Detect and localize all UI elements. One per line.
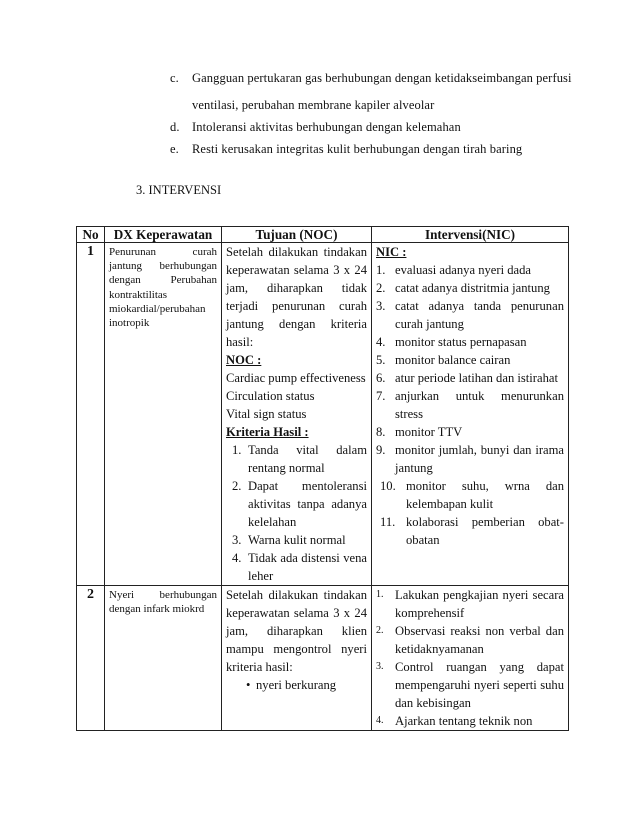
header-dx: DX Keperawatan: [105, 227, 222, 243]
list-text: Resti kerusakan integritas kulit berhubungan dengan tirah baring: [192, 142, 523, 156]
list-item: 1. Lakukan pengkajian nyeri secara komprehensif: [376, 588, 564, 620]
list-item: 8. monitor TTV: [376, 425, 463, 439]
noc-label: NOC :: [226, 353, 262, 367]
list-text: Intoleransi aktivitas berhubungan dengan kelemahan: [192, 120, 461, 134]
row-number: 1: [77, 243, 105, 586]
list-item: 7. anjurkan untuk menurunkan stress: [376, 389, 564, 421]
list-item: 6. atur periode latihan dan istirahat: [376, 371, 558, 385]
diagnosis-cell: Nyeri berhubungan dengan infark miokrd: [105, 586, 222, 731]
nic-list: [376, 261, 564, 549]
header-intervensi: Intervensi(NIC): [372, 227, 569, 243]
list-item-c: [170, 70, 572, 86]
noc-item: Cardiac pump effectiveness: [226, 371, 366, 385]
table-row: [77, 586, 569, 731]
bullet-icon: •: [246, 678, 251, 692]
list-item: 10. monitor suhu, wrna dan kelembapan kulit: [380, 479, 564, 511]
diagnosis-cell: Penurunan curah jantung berhubungan dengan Perubahan kontraktilitas miokardial/perubahan inotropik: [105, 243, 222, 586]
tujuan-cell: [222, 243, 372, 586]
list-item: 2. catat adanya distritmia jantung: [376, 281, 550, 295]
list-item: 4. monitor status pernapasan: [376, 335, 527, 349]
list-item: 9. monitor jumlah, bunyi dan irama jantung: [376, 443, 564, 475]
table-row: [77, 243, 569, 586]
list-item: 11. kolaborasi pemberian obat-obatan: [380, 515, 564, 547]
tujuan-intro: Setelah dilakukan tindakan keperawatan selama 3 x 24 jam, diharapkan klien mampu mengontrol nyeri kriteria hasil:: [226, 588, 367, 674]
list-item: 4. Tidak ada distensi vena leher: [232, 551, 367, 583]
list-marker: c.: [170, 71, 179, 85]
row-number: 2: [77, 586, 105, 731]
list-item: 2. Dapat mentoleransi aktivitas tanpa adanya kelelahan: [232, 479, 367, 529]
list-marker: d.: [170, 120, 180, 134]
list-text: ventilasi, perubahan membrane kapiler alveolar: [192, 98, 435, 112]
intervention-table: [76, 226, 569, 731]
list-item: 3. Control ruangan yang dapat mempengaruhi nyeri seperti suhu dan kebisingan: [376, 660, 564, 710]
bullet-item: • nyeri berkurang: [246, 678, 337, 692]
list-item-c-continued: [192, 97, 434, 113]
noc-item: Vital sign status: [226, 407, 307, 421]
list-item: 1. Tanda vital dalam rentang normal: [232, 443, 367, 475]
noc-item: Circulation status: [226, 389, 315, 403]
table-header-row: [77, 227, 569, 243]
header-tujuan: Tujuan (NOC): [222, 227, 372, 243]
list-item-e: [170, 141, 523, 157]
intervensi-cell: [372, 586, 569, 731]
tujuan-cell: [222, 586, 372, 731]
header-no: No: [77, 227, 105, 243]
list-item-d: [170, 119, 461, 135]
nic-label: NIC :: [376, 245, 407, 259]
list-item: 4. Ajarkan tentang teknik non: [376, 714, 533, 728]
list-item: 2. Observasi reaksi non verbal dan ketidaknyamanan: [376, 624, 564, 656]
nic-list: [376, 586, 564, 730]
section-heading: 3. INTERVENSI: [136, 183, 222, 197]
list-item: 3. Warna kulit normal: [232, 533, 346, 547]
list-marker: e.: [170, 142, 179, 156]
list-text: Gangguan pertukaran gas berhubungan dengan ketidakseimbangan perfusi: [192, 71, 572, 85]
intervensi-cell: [372, 243, 569, 586]
tujuan-intro: Setelah dilakukan tindakan keperawatan selama 3 x 24 jam, diharapkan tidak terjadi penurunan curah jantung dengan kriteria hasil:: [226, 245, 367, 349]
list-item: 5. monitor balance cairan: [376, 353, 511, 367]
kriteria-label: Kriteria Hasil :: [226, 425, 309, 439]
list-item: 3. catat adanya tanda penurunan curah jantung: [376, 299, 564, 331]
kriteria-list: [226, 441, 367, 585]
list-item: 1. evaluasi adanya nyeri dada: [376, 263, 532, 277]
